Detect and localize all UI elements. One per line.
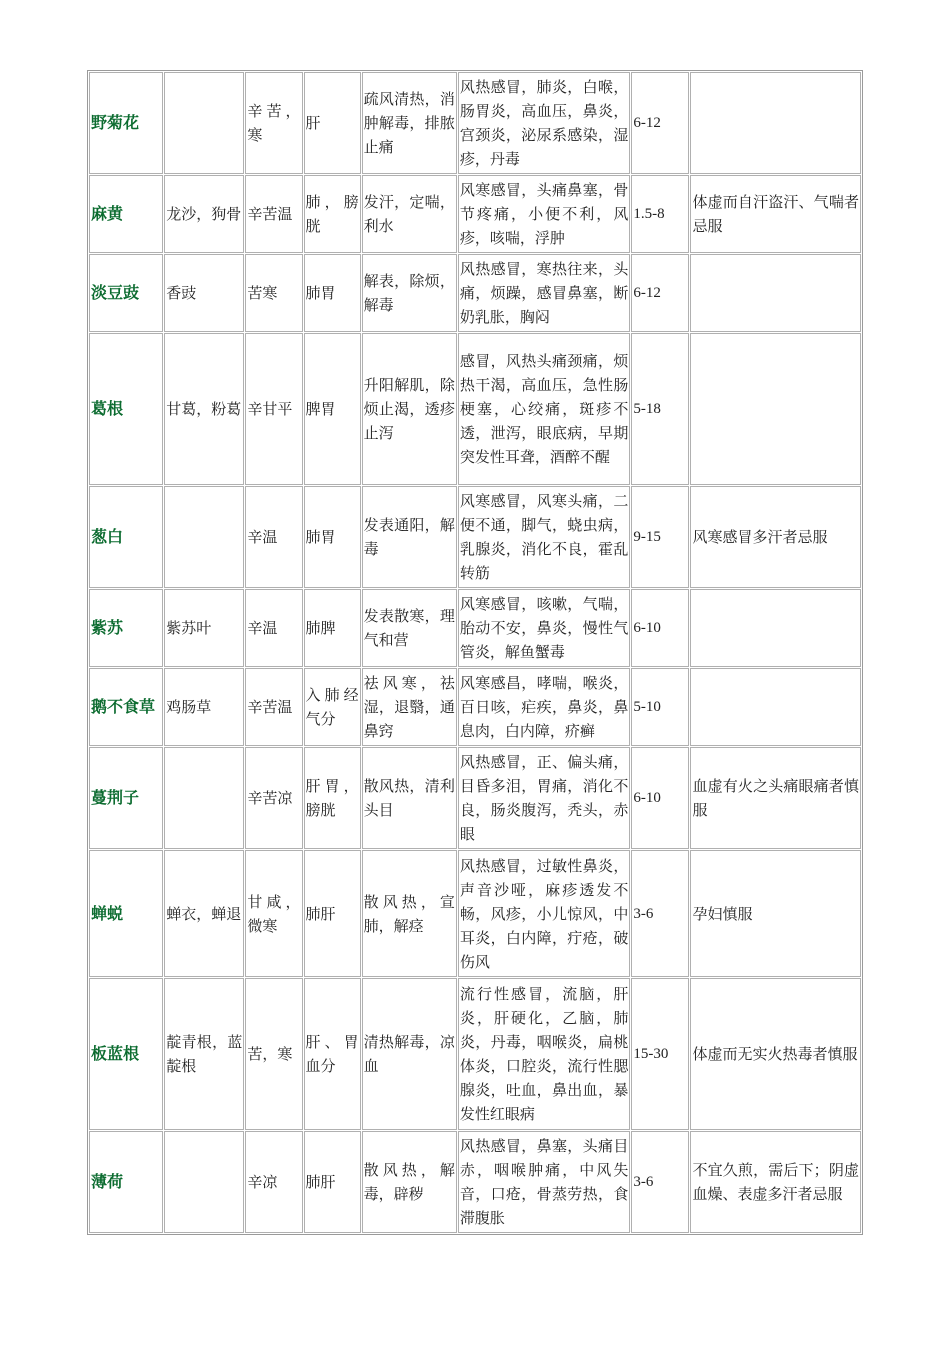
herb-nature: 甘咸，微寒 [245,850,302,977]
table-body [89,72,861,1233]
herb-meridian: 脾胃 [304,333,361,485]
herb-meridian: 肺脾 [304,589,361,667]
herb-name: 蝉蜕 [89,850,163,977]
herb-name: 淡豆豉 [89,254,163,332]
herb-dose: 6-10 [631,747,689,849]
herb-alias: 甘葛，粉葛 [164,333,244,485]
herb-name: 薄荷 [89,1131,163,1233]
herb-nature: 辛温 [245,486,302,588]
herb-meridian: 入肺经气分 [304,668,361,746]
herb-indication: 风热感冒，过敏性鼻炎，声音沙哑，麻疹透发不畅，风疹，小儿惊风，中耳炎，白内障，疔疮，破伤风 [458,850,630,977]
herb-name: 野菊花 [89,72,163,174]
herb-meridian: 肺肝 [304,850,361,977]
herb-caution: 体虚而自汗盗汗、气喘者忌服 [690,175,861,253]
herb-name: 蔓荆子 [89,747,163,849]
herb-alias [164,72,244,174]
herb-meridian: 肝、胃血分 [304,978,361,1130]
herb-dose: 6-10 [631,589,689,667]
herb-caution: 体虚而无实火热毒者慎服 [690,978,861,1130]
herb-name: 麻黄 [89,175,163,253]
herb-meridian: 肺肝 [304,1131,361,1233]
herb-alias: 鸡肠草 [164,668,244,746]
herb-meridian: 肝 [304,72,361,174]
herb-effect: 散风热，宣肺，解痉 [362,850,457,977]
herb-dose: 3-6 [631,850,689,977]
herb-caution [690,72,861,174]
herb-dose: 15-30 [631,978,689,1130]
herb-nature: 辛温 [245,589,302,667]
table-row [89,978,861,1130]
herb-alias: 蝉衣，蝉退 [164,850,244,977]
table-row [89,175,861,253]
herb-caution: 血虚有火之头痛眼痛者慎服 [690,747,861,849]
herb-effect: 发表散寒，理气和营 [362,589,457,667]
herb-nature: 辛苦温 [245,668,302,746]
table-row [89,333,861,485]
herb-caution: 孕妇慎服 [690,850,861,977]
herb-name: 板蓝根 [89,978,163,1130]
herb-meridian: 肺，膀胱 [304,175,361,253]
herb-dose: 1.5-8 [631,175,689,253]
herb-meridian: 肝胃，膀胱 [304,747,361,849]
herb-dose: 6-12 [631,72,689,174]
herb-nature: 辛甘平 [245,333,302,485]
herb-dose: 5-10 [631,668,689,746]
herb-effect: 散风热，解毒，辟秽 [362,1131,457,1233]
table-row [89,747,861,849]
herb-indication: 感冒，风热头痛颈痛，烦热干渴，高血压，急性肠梗塞，心绞痛，斑疹不透，泄泻，眼底病，早期突发性耳聋，酒醉不醒 [458,333,630,485]
table-row [89,850,861,977]
herb-dose: 5-18 [631,333,689,485]
herb-indication: 风热感冒，鼻塞，头痛目赤，咽喉肿痛，中风失音，口疮，骨蒸劳热，食滞腹胀 [458,1131,630,1233]
table-row [89,486,861,588]
herb-name: 葛根 [89,333,163,485]
herb-alias: 靛青根，蓝靛根 [164,978,244,1130]
herb-alias: 紫苏叶 [164,589,244,667]
herb-caution [690,668,861,746]
herb-effect: 发汗，定喘，利水 [362,175,457,253]
herb-nature: 辛苦，寒 [245,72,302,174]
herb-caution: 风寒感冒多汗者忌服 [690,486,861,588]
herb-alias [164,1131,244,1233]
herb-dose: 9-15 [631,486,689,588]
herb-meridian: 肺胃 [304,486,361,588]
herb-indication: 风寒感冒，头痛鼻塞，骨节疼痛，小便不利，风疹，咳喘，浮肿 [458,175,630,253]
herb-effect: 疏风清热，消肿解毒，排脓止痛 [362,72,457,174]
herb-indication: 风寒感昌，哮喘，喉炎，百日咳，疟疾，鼻炎，鼻息肉，白内障，疥癣 [458,668,630,746]
herb-alias [164,486,244,588]
herb-meridian: 肺胃 [304,254,361,332]
herb-nature: 辛凉 [245,1131,302,1233]
herb-indication: 风热感冒，寒热往来，头痛，烦躁，感冒鼻塞，断奶乳胀，胸闷 [458,254,630,332]
herb-caution [690,589,861,667]
herb-name: 葱白 [89,486,163,588]
herb-dose: 3-6 [631,1131,689,1233]
herb-nature: 辛苦凉 [245,747,302,849]
herb-alias [164,747,244,849]
herb-effect: 解表，除烦，解毒 [362,254,457,332]
herb-caution [690,333,861,485]
herb-table [87,70,863,1235]
herb-effect: 发表通阳，解毒 [362,486,457,588]
herb-nature: 苦寒 [245,254,302,332]
herb-effect: 升阳解肌，除烦止渴，透疹止泻 [362,333,457,485]
herb-effect: 祛风寒，祛湿，退翳，通鼻窍 [362,668,457,746]
herb-indication: 风寒感冒，咳嗽，气喘，胎动不安，鼻炎，慢性气管炎，解鱼蟹毒 [458,589,630,667]
herb-alias: 香豉 [164,254,244,332]
herb-name: 鹅不食草 [89,668,163,746]
herb-indication: 风热感冒，正、偏头痛，目昏多泪，胃痛，消化不良，肠炎腹泻，秃头，赤眼 [458,747,630,849]
herb-nature: 辛苦温 [245,175,302,253]
herb-nature: 苦，寒 [245,978,302,1130]
table-row [89,254,861,332]
herb-name: 紫苏 [89,589,163,667]
table-row [89,589,861,667]
herb-alias: 龙沙，狗骨 [164,175,244,253]
table-row [89,668,861,746]
herb-indication: 风热感冒，肺炎，白喉，肠胃炎，高血压，鼻炎，宫颈炎，泌尿系感染，湿疹，丹毒 [458,72,630,174]
table-row [89,72,861,174]
herb-indication: 风寒感冒，风寒头痛，二便不通，脚气，蛲虫病，乳腺炎，消化不良，霍乱转筋 [458,486,630,588]
herb-caution: 不宜久煎，需后下；阴虚血燥、表虚多汗者忌服 [690,1131,861,1233]
herb-caution [690,254,861,332]
herb-indication: 流行性感冒，流脑，肝炎，肝硬化，乙脑，肺炎，丹毒，咽喉炎，扁桃体炎，口腔炎，流行性腮腺炎，吐血，鼻出血，暴发性红眼病 [458,978,630,1130]
herb-effect: 清热解毒，凉血 [362,978,457,1130]
herb-effect: 散风热，清利头目 [362,747,457,849]
table-row [89,1131,861,1233]
herb-dose: 6-12 [631,254,689,332]
